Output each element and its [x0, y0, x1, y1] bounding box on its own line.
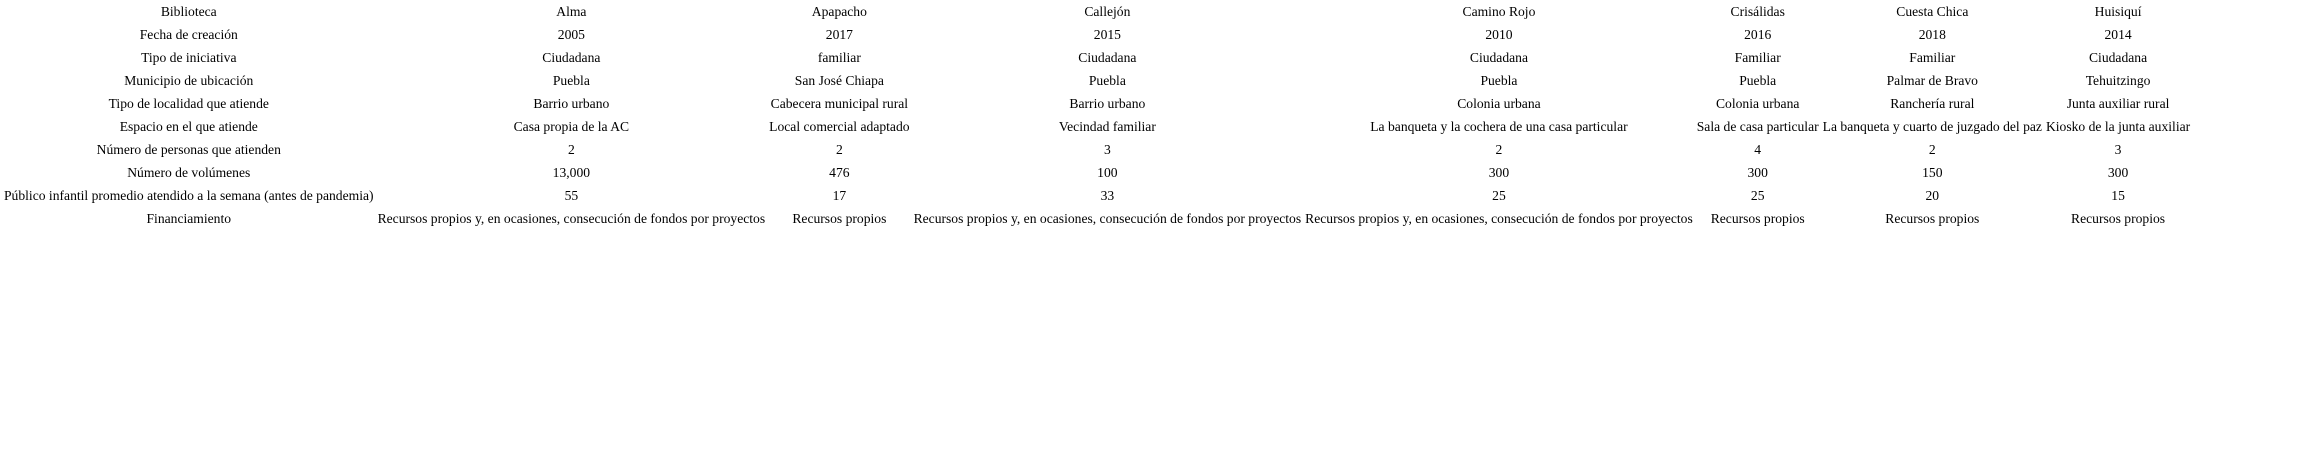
- table-cell: Recursos propios y, en ocasiones, consecución de fondos por proyectos: [377, 211, 766, 226]
- table-cell: Recursos propios: [1885, 211, 1980, 226]
- table-cell: Puebla: [1480, 73, 1518, 88]
- row-label: Espacio en el que atiende: [119, 119, 258, 134]
- table-cell: 476: [829, 165, 850, 180]
- table-cell: 20: [1925, 188, 1940, 203]
- table-cell: Recursos propios: [1710, 211, 1805, 226]
- table-cell: Sala de casa particular: [1696, 119, 1819, 134]
- table-row: [2, 23, 2192, 46]
- table-cell: Local comercial adaptado: [769, 119, 910, 134]
- table-cell: Ciudadana: [1078, 50, 1137, 65]
- header-cell-alma: Alma: [556, 4, 587, 19]
- table-cell: Puebla: [552, 73, 590, 88]
- table-cell: Recursos propios: [2071, 211, 2166, 226]
- table-cell: Ranchería rural: [1890, 96, 1975, 111]
- table-cell: Recursos propios y, en ocasiones, consecución de fondos por proyectos: [1305, 211, 1693, 226]
- table-cell: 25: [1492, 188, 1506, 203]
- table-cell: La banqueta y cuarto de juzgado del paz: [1822, 119, 2042, 134]
- table-cell: Casa propia de la AC: [513, 119, 630, 134]
- header-cell-camino-rojo: Camino Rojo: [1462, 4, 1536, 19]
- table-cell: Puebla: [1739, 73, 1777, 88]
- table-cell: 300: [1488, 165, 1510, 180]
- table-cell: 2005: [557, 27, 585, 42]
- table-cell: 33: [1100, 188, 1115, 203]
- table-row: [2, 161, 2192, 184]
- table-cell: La banqueta y la cochera de una casa particular: [1370, 119, 1628, 134]
- table-cell: Colonia urbana: [1457, 96, 1541, 111]
- table-row: [2, 92, 2192, 115]
- table-cell: 300: [1747, 165, 1768, 180]
- header-cell-callejon: Callejón: [1084, 4, 1131, 19]
- table-cell: 3: [2114, 142, 2122, 157]
- table-cell: 2017: [825, 27, 853, 42]
- header-cell-huisiqui: Huisiquí: [2094, 4, 2142, 19]
- table-cell: 100: [1097, 165, 1118, 180]
- table-cell: 2016: [1744, 27, 1772, 42]
- row-label: Número de personas que atienden: [96, 142, 281, 157]
- table-cell: 300: [2107, 165, 2129, 180]
- row-label: Público infantil promedio atendido a la semana (antes de pandemia): [4, 188, 374, 203]
- table-cell: 150: [1922, 165, 1943, 180]
- table-cell: Ciudadana: [2088, 50, 2148, 65]
- table-cell: San José Chiapa: [794, 73, 884, 88]
- row-label: Tipo de localidad que atiende: [108, 96, 269, 111]
- table-cell: 2: [1495, 142, 1503, 157]
- table-cell: 2: [567, 142, 575, 157]
- row-label: Financiamiento: [146, 211, 232, 226]
- table-row: [2, 69, 2192, 92]
- libraries-table: [2, 0, 2192, 230]
- table-cell: Vecindad familiar: [1058, 119, 1156, 134]
- row-label: Tipo de iniciativa: [141, 50, 237, 65]
- table-cell: 2018: [1918, 27, 1946, 42]
- table-cell: 2015: [1093, 27, 1121, 42]
- table-cell: Barrio urbano: [1069, 96, 1146, 111]
- table-cell: Ciudadana: [542, 50, 601, 65]
- table-cell: Kiosko de la junta auxiliar: [2045, 119, 2191, 134]
- table-cell: 2010: [1485, 27, 1513, 42]
- table-cell: 2014: [2104, 27, 2132, 42]
- table-cell: 2: [1928, 142, 1936, 157]
- header-cell-cuesta-chica: Cuesta Chica: [1896, 4, 1969, 19]
- table-cell: 13,000: [552, 165, 591, 180]
- header-cell-crisalidas: Crisálidas: [1730, 4, 1785, 19]
- table-row: [2, 184, 2192, 207]
- table-cell: 55: [564, 188, 579, 203]
- table-cell: 15: [2111, 188, 2125, 203]
- table-cell: Palmar de Bravo: [1886, 73, 1978, 88]
- table-cell: Familiar: [1734, 50, 1781, 65]
- table-cell: 17: [832, 188, 847, 203]
- table-cell: 2: [835, 142, 843, 157]
- row-label: Fecha de creación: [139, 27, 238, 42]
- header-cell-biblioteca: Biblioteca: [160, 4, 217, 19]
- table-cell: Recursos propios: [792, 211, 887, 226]
- table-cell: 3: [1103, 142, 1111, 157]
- table-cell: familiar: [817, 50, 861, 65]
- table-row: [2, 138, 2192, 161]
- table-cell: Colonia urbana: [1715, 96, 1800, 111]
- table-cell: 25: [1750, 188, 1765, 203]
- row-label: Municipio de ubicación: [124, 73, 254, 88]
- table-cell: Junta auxiliar rural: [2066, 96, 2170, 111]
- table-header-row: [2, 0, 2192, 23]
- table-row: [2, 46, 2192, 69]
- table-cell: Ciudadana: [1469, 50, 1529, 65]
- table-cell: Recursos propios y, en ocasiones, consecución de fondos por proyectos: [913, 211, 1302, 226]
- table-cell: Puebla: [1088, 73, 1126, 88]
- table-cell: Tehuitzingo: [2085, 73, 2151, 88]
- table-row: [2, 207, 2192, 230]
- table-cell: Familiar: [1909, 50, 1956, 65]
- header-cell-apapacho: Apapacho: [811, 4, 867, 19]
- table-row: [2, 115, 2192, 138]
- table-cell: 4: [1754, 142, 1762, 157]
- table-cell: Barrio urbano: [533, 96, 610, 111]
- table-cell: Cabecera municipal rural: [770, 96, 909, 111]
- row-label: Número de volúmenes: [127, 165, 251, 180]
